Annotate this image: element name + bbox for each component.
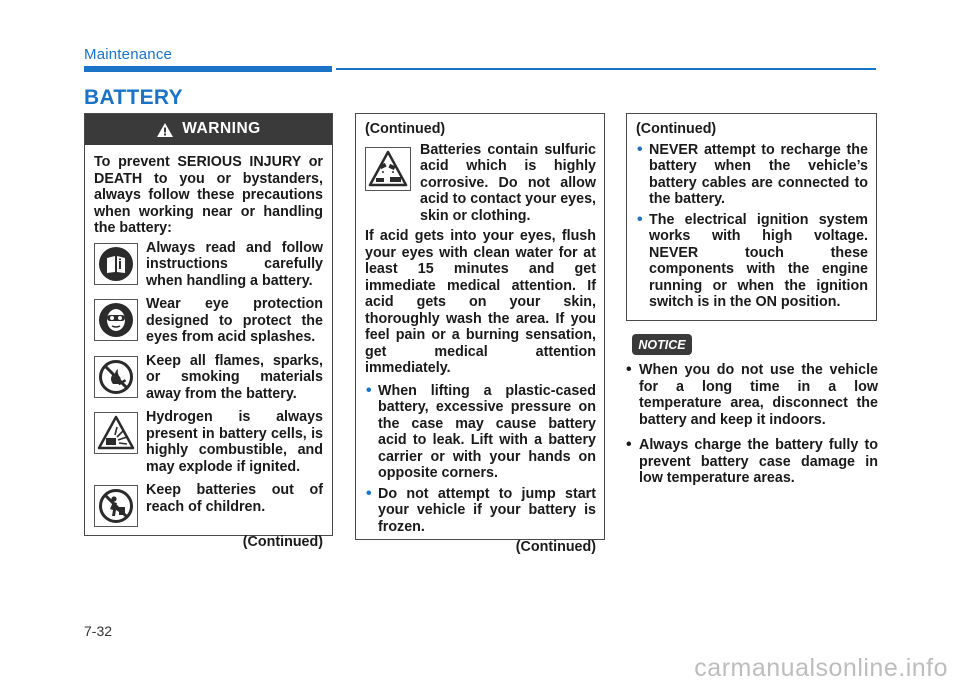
list-item: • When you do not use the vehicle for a long time in a low temperature area, disconnect the battery and keep it indoors. bbox=[626, 362, 878, 428]
warning-item-text: Keep all flames, sparks, or smoking materials away from the battery. bbox=[146, 352, 323, 402]
notice-list bbox=[626, 362, 878, 496]
manual-book-icon bbox=[98, 246, 134, 282]
corrosive-acid-icon bbox=[368, 150, 408, 188]
acid-warning-text: Batteries contain sulfuric acid which is highly corrosive. Do not allow acid to contact your eyes, skin or clothing. bbox=[420, 141, 596, 224]
warning-heading: WARNING bbox=[182, 120, 261, 138]
keep-away-children-icon bbox=[98, 488, 134, 524]
no-flames-icon bbox=[98, 359, 134, 395]
acid-warning-item bbox=[365, 142, 596, 225]
warning-item-read-instructions bbox=[94, 240, 323, 290]
warning-item-children bbox=[94, 482, 323, 527]
warning-item-no-flames bbox=[94, 353, 323, 403]
section-label: Maintenance bbox=[84, 46, 173, 63]
eye-protection-icon bbox=[98, 302, 134, 338]
list-item: • Do not attempt to jump start your vehicle if your battery is frozen. bbox=[365, 486, 596, 536]
list-item: • Always charge the battery fully to prevent battery case damage in low temperature areas. bbox=[626, 437, 878, 487]
warning-item-text: Keep batteries out of reach of children. bbox=[146, 482, 323, 515]
warning-intro: To prevent SERIOUS INJURY or DEATH to you or bystanders, always follow these precautions when working near or handling the battery: bbox=[94, 154, 323, 236]
warning-box bbox=[84, 113, 333, 550]
page-title: BATTERY bbox=[84, 86, 183, 109]
right-bullet-list bbox=[636, 142, 868, 311]
warning-item-text: Always read and follow instructions carefully when handling a battery. bbox=[146, 239, 323, 289]
continued-label: (Continued) bbox=[365, 121, 446, 137]
acid-first-aid-text: If acid gets into your eyes, flush your eyes with clean water for at least 15 minutes and get immediate medical attention. If acid gets on your skin, thoroughly wash the area. If you feel pain or a burning sensation, get medical attention immediately. bbox=[365, 228, 596, 376]
warning-triangle-icon bbox=[156, 122, 174, 138]
warning-item-hydrogen bbox=[94, 409, 323, 475]
header-rule-thick bbox=[84, 66, 332, 72]
list-item: • NEVER attempt to recharge the battery when the vehicle’s battery cables are connected to the battery. bbox=[636, 142, 868, 208]
middle-bullet-list bbox=[365, 383, 596, 536]
warning-continued-box bbox=[355, 113, 605, 555]
warning-item-text: Wear eye protection designed to protect the eyes from acid splashes. bbox=[146, 296, 323, 345]
watermark: carmanualsonline.info bbox=[694, 654, 948, 682]
page-number: 7-32 bbox=[84, 623, 113, 639]
list-item: • The electrical ignition system works with high voltage. NEVER touch these components with the engine running or when the ignition switch is in the ON position. bbox=[636, 212, 868, 311]
list-item: • When lifting a plastic-cased battery, excessive pressure on the case may cause battery acid to leak. Lift with a battery carrier or with your hands on opposite corners. bbox=[365, 383, 596, 482]
warning-continued-box-2 bbox=[626, 113, 877, 321]
continued-label: (Continued) bbox=[242, 534, 323, 550]
warning-header bbox=[85, 114, 332, 145]
warning-item-text: Hydrogen is always present in battery cells, is highly combustible, and may explode if ignited. bbox=[146, 409, 323, 475]
header-rule-thin bbox=[336, 68, 876, 70]
continued-label: (Continued) bbox=[515, 539, 596, 555]
continued-label: (Continued) bbox=[636, 121, 717, 137]
notice-badge: NOTICE bbox=[632, 334, 692, 355]
explosion-hazard-icon bbox=[97, 415, 135, 451]
warning-item-eye-protection bbox=[94, 296, 323, 346]
